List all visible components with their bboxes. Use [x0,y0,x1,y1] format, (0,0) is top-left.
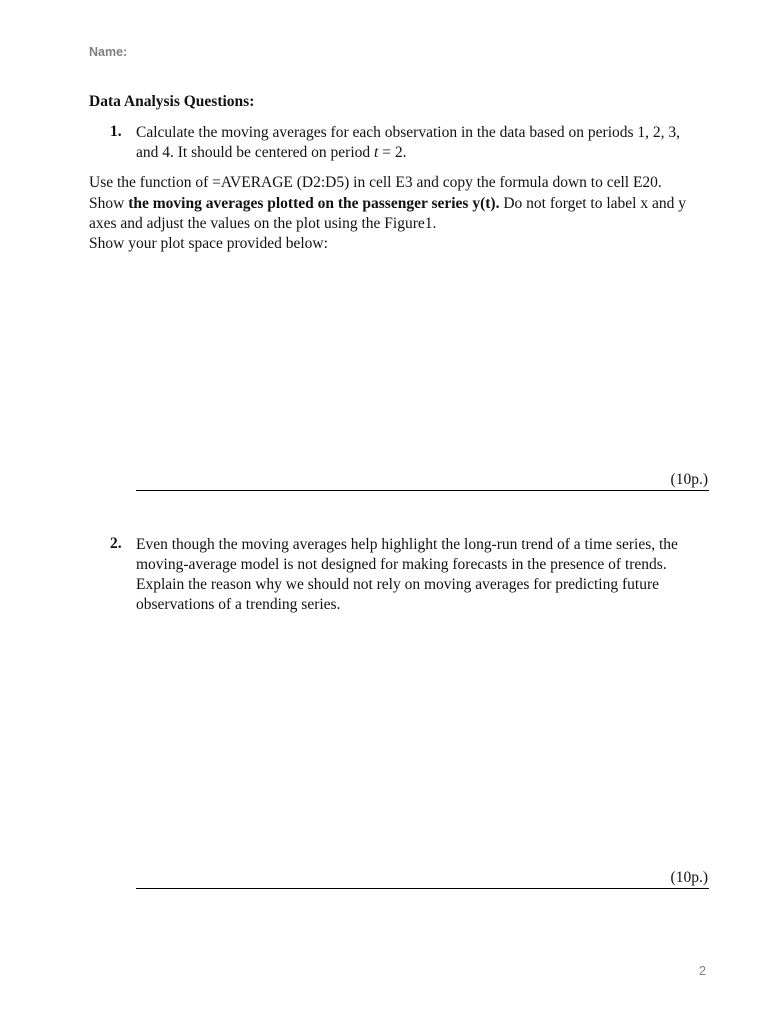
question-1-line-1: Calculate the moving averages for each observation in the data based on periods 1, 2, 3, [136,124,681,141]
question-1-points: (10p.) [670,471,708,488]
question-2-line-4: observations of a trending series. [136,596,341,613]
question-1-text [136,123,736,163]
instruction-plot-bold: the moving averages plotted on the passenger series y(t). [128,195,500,212]
question-2-number: 2. [110,535,122,552]
name-label: Name: [89,45,128,59]
question-2-points: (10p.) [670,869,708,886]
instruction-plot-pre: Show [89,195,129,212]
question-1-line-2 [136,143,736,163]
question-1-line-2-post: = 2. [378,144,407,161]
question-1-answer-line [136,490,709,491]
instruction-plot-line-3: Show your plot space provided below: [89,235,328,252]
page-number: 2 [699,964,706,978]
question-2-line-3: Explain the reason why we should not rely on moving averages for predicting future [136,576,659,593]
instruction-plot-line-2: axes and adjust the values on the plot using the Figure1. [89,215,437,232]
question-1-line-2-pre: and 4. It should be centered on period [136,144,375,161]
instruction-average: Use the function of =AVERAGE (D2:D5) in cell E3 and copy the formula down to cell E20. [89,174,662,191]
instruction-plot [89,194,709,254]
instruction-plot-line-1 [89,194,709,214]
instruction-plot-post: Do not forget to label x and y [499,195,686,212]
period-variable: t [374,144,379,161]
question-2-text [136,535,736,615]
question-2-line-1: Even though the moving averages help highlight the long-run trend of a time series, the [136,536,678,553]
question-2-answer-line [136,888,709,889]
question-1-number: 1. [110,123,122,140]
section-title: Data Analysis Questions: [89,93,255,110]
explanation-answer-area[interactable] [136,622,709,872]
plot-answer-area[interactable] [136,258,709,483]
question-2-line-2: moving-average model is not designed for making forecasts in the presence of trends. [136,556,667,573]
